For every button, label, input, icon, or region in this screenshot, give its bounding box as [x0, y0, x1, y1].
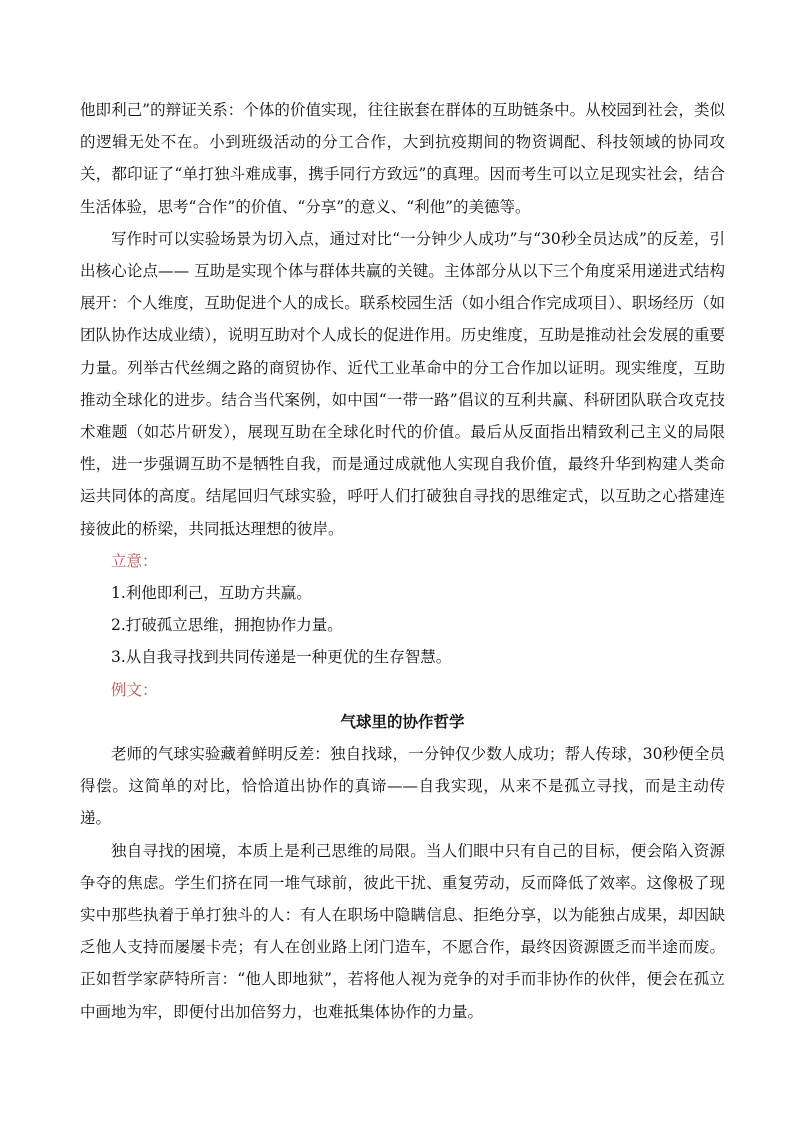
essay-paragraph-2: 独自寻找的困境，本质上是利己思维的局限。当人们眼中只有自己的目标，便会陷入资源争夺的焦虑。学生们挤在同一堆气球前，彼此干扰、重复劳动，反而降低了效率。这像极了现实中那些执着于单打独斗的人：有人在职场中隐瞒信息、拒绝分享，以为能独占成果，却因缺乏他人支持而屡屡卡壳；有人在创业路上闭门造车，不愿合作，最终因资源匮乏而半途而废。正如哲学家萨特所言：“他人即地狱”，若将他人视为竞争的对手而非协作的伙伴，便会在孤立中画地为牢，即便付出加倍努力，也难抵集体协作的力量。 — [80, 841, 725, 1021]
theme-point-3: 3.从自我寻找到共同传递是一种更优的生存智慧。 — [111, 648, 452, 667]
analysis-paragraph-continued: 他即利己”的辩证关系：个体的价值实现，往往嵌套在群体的互助链条中。从校园到社会，类似的逻辑无处不在。小到班级活动的分工合作，大到抗疫期间的物资调配、科技领域的协同攻关，都印证了“单打独斗难成事，携手同行方致远”的真理。因而考生可以立足现实社会，结合生活体验，思考“合作”的价值、“分享”的意义、“利他”的美德等。 — [80, 101, 725, 216]
theme-point-2: 2.打破孤立思维，拥抱协作力量。 — [111, 616, 343, 635]
essay-title: 气球里的协作哲学 — [340, 711, 465, 731]
theme-label: 立意： — [111, 551, 158, 570]
theme-point-1: 1.利他即利己，互助方共赢。 — [111, 584, 312, 603]
document-body — [80, 94, 725, 1028]
writing-guidance-paragraph: 写作时可以实验场景为切入点，通过对比“一分钟少人成功”与“30秒全员达成”的反差，引出核心论点—— 互助是实现个体与群体共赢的关键。主体部分从以下三个角度采用递进式结构展开：个人维度，互助促进个人的成长。联系校园生活（如小组合作完成项目）、职场经历（如团队协作达成业绩），说明互助对个人成长的促进作用。历史维度，互助是推动社会发展的重要力量。列举古代丝绸之路的商贸协作、近代工业革命中的分工合作加以证明。现实维度，互助推动全球化的进步。结合当代案例，如中国“一带一路”倡议的互利共赢、科研团队联合攻克技术难题（如芯片研发），展现互助在全球化时代的价值。最后从反面指出精致利己主义的局限性，进一步强调互助不是牺牲自我，而是通过成就他人实现自我价值，最终升华到构建人类命运共同体的高度。结尾回归气球实验，呼吁人们打破独自寻找的思维定式，以互助之心搭建连接彼此的桥梁，共同抵达理想的彼岸。 — [80, 229, 725, 538]
essay-paragraph-1: 老师的气球实验藏着鲜明反差：独自找球，一分钟仅少数人成功；帮人传球，30秒便全员得偿。这简单的对比，恰恰道出协作的真谛——自我实现，从来不是孤立寻找，而是主动传递。 — [80, 745, 725, 828]
example-essay-label: 例文： — [111, 680, 158, 699]
